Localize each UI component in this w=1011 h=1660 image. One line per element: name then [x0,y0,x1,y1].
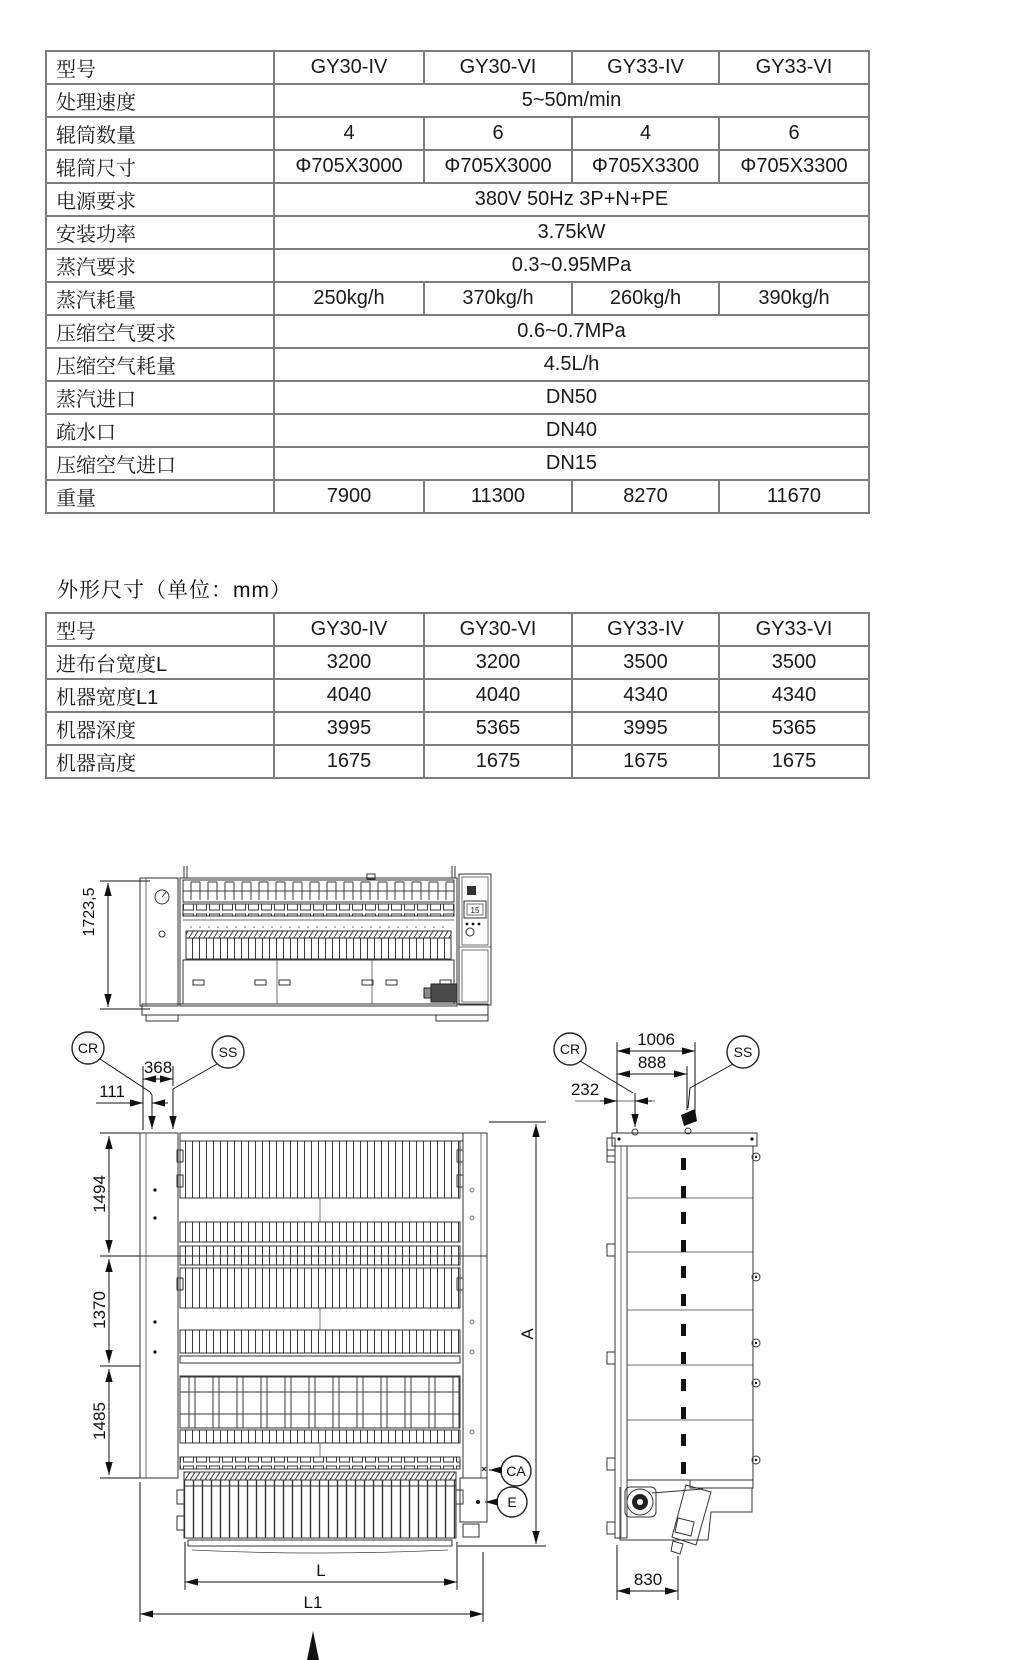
plan-callout-e: E [507,1494,517,1510]
row-label: 重量 [46,480,274,513]
col-header: GY33-IV [572,51,719,84]
control-cabinet [459,874,491,1005]
row-value: 1675 [719,745,869,778]
row-value-merged: DN15 [274,447,869,480]
row-value: 11300 [424,480,572,513]
row-value: 5365 [424,712,572,745]
row-label: 机器高度 [46,745,274,778]
row-value: 250kg/h [274,282,424,315]
row-value-merged: 380V 50Hz 3P+N+PE [274,183,869,216]
col-header: GY33-IV [572,613,719,646]
table-row [46,381,869,414]
row-label: 压缩空气要求 [46,315,274,348]
row-label: 电源要求 [46,183,274,216]
table-row [46,216,869,249]
row-value: 370kg/h [424,282,572,315]
row-value-merged: 5~50m/min [274,84,869,117]
row-value: 3995 [572,712,719,745]
table-row [46,315,869,348]
row-value: 3995 [274,712,424,745]
row-label: 蒸汽进口 [46,381,274,414]
row-value-merged: DN40 [274,414,869,447]
col-header: GY30-VI [424,613,572,646]
col-header: GY33-VI [719,51,869,84]
plan-dim-A: A [518,1328,537,1340]
row-value: 6 [719,117,869,150]
front-height-dim-label: 1723,5 [81,887,98,937]
row-value: 4040 [424,679,572,712]
row-value: 1675 [424,745,572,778]
side-dim-232: 232 [570,1080,600,1099]
side-view-drawing [554,1030,760,1600]
col-header-model: 型号 [46,613,274,646]
side-hinge-tabs [607,1150,615,1534]
row-value-merged: 4.5L/h [274,348,869,381]
row-value: 7900 [274,480,424,513]
side-dim-1006: 1006 [637,1030,675,1049]
feed-direction-arrow [307,1631,319,1660]
row-value: 1675 [274,745,424,778]
row-value-merged: DN50 [274,381,869,414]
row-value: 5365 [719,712,869,745]
row-value: Φ705X3000 [274,150,424,183]
row-label: 机器宽度L1 [46,679,274,712]
row-label: 疏水口 [46,414,274,447]
row-label: 安装功率 [46,216,274,249]
table-row [46,745,869,778]
plan-callout-cr: CR [77,1040,99,1056]
table-header-row [46,613,869,646]
row-label: 压缩空气进口 [46,447,274,480]
row-value: Φ705X3000 [424,150,572,183]
row-value-merged: 0.3~0.95MPa [274,249,869,282]
plan-dim-1370: 1370 [90,1291,109,1329]
row-label: 辊筒尺寸 [46,150,274,183]
row-value: 3500 [572,646,719,679]
dimensions-section-title: 外形尺寸（单位：mm） [57,579,292,602]
row-label: 蒸汽要求 [46,249,274,282]
technical-drawings [0,820,1011,1660]
cabinet-screen-value: 15 [470,906,480,915]
row-value: 260kg/h [572,282,719,315]
row-value: 390kg/h [719,282,869,315]
dimensions-table [45,612,870,779]
row-value-merged: 3.75kW [274,216,869,249]
row-value: 4340 [572,679,719,712]
table-row [46,150,869,183]
row-value: 1675 [572,745,719,778]
front-elevation-drawing [81,866,491,1021]
row-label: 进布台宽度L [46,646,274,679]
row-value: Φ705X3300 [572,150,719,183]
panel-latch-slots [681,1158,686,1474]
table-row [46,679,869,712]
table-row [46,84,869,117]
plan-dim-L: L [316,1561,326,1580]
col-header: GY30-IV [274,51,424,84]
table-row [46,117,869,150]
table-row [46,646,869,679]
side-dim-830: 830 [633,1570,663,1589]
table-row [46,414,869,447]
table-row [46,183,869,216]
row-label: 辊筒数量 [46,117,274,150]
row-label: 处理速度 [46,84,274,117]
table-row [46,712,869,745]
side-dim-888: 888 [637,1053,667,1072]
plan-callout-ca: CA [506,1463,526,1479]
door-handle-slots [193,980,451,985]
row-value: Φ705X3300 [719,150,869,183]
col-header: GY33-VI [719,613,869,646]
row-label: 机器深度 [46,712,274,745]
col-header: GY30-IV [274,613,424,646]
row-value: 6 [424,117,572,150]
row-value: 4 [274,117,424,150]
row-value: 3200 [274,646,424,679]
table-row [46,447,869,480]
row-value: 4040 [274,679,424,712]
row-label: 蒸汽耗量 [46,282,274,315]
plan-dim-368: 368 [143,1058,173,1077]
spec-table [45,50,870,514]
side-callout-cr: CR [559,1041,581,1057]
plan-dim-1485: 1485 [90,1402,109,1440]
table-header-row [46,51,869,84]
plan-callout-ss: SS [218,1044,238,1060]
row-value: 4 [572,117,719,150]
row-value-merged: 0.6~0.7MPa [274,315,869,348]
row-value: 11670 [719,480,869,513]
plan-dim-1494: 1494 [90,1175,109,1213]
table-row [46,348,869,381]
table-row [46,480,869,513]
plan-dim-111: 111 [99,1082,125,1101]
plan-view-drawing [72,1032,546,1660]
side-callout-ss: SS [733,1044,753,1060]
row-value: 3200 [424,646,572,679]
plan-dim-L1: L1 [303,1593,323,1612]
row-value: 8270 [572,480,719,513]
table-row [46,282,869,315]
row-label: 压缩空气耗量 [46,348,274,381]
col-header-model: 型号 [46,51,274,84]
row-value: 3500 [719,646,869,679]
row-value: 4340 [719,679,869,712]
table-row [46,249,869,282]
col-header: GY30-VI [424,51,572,84]
